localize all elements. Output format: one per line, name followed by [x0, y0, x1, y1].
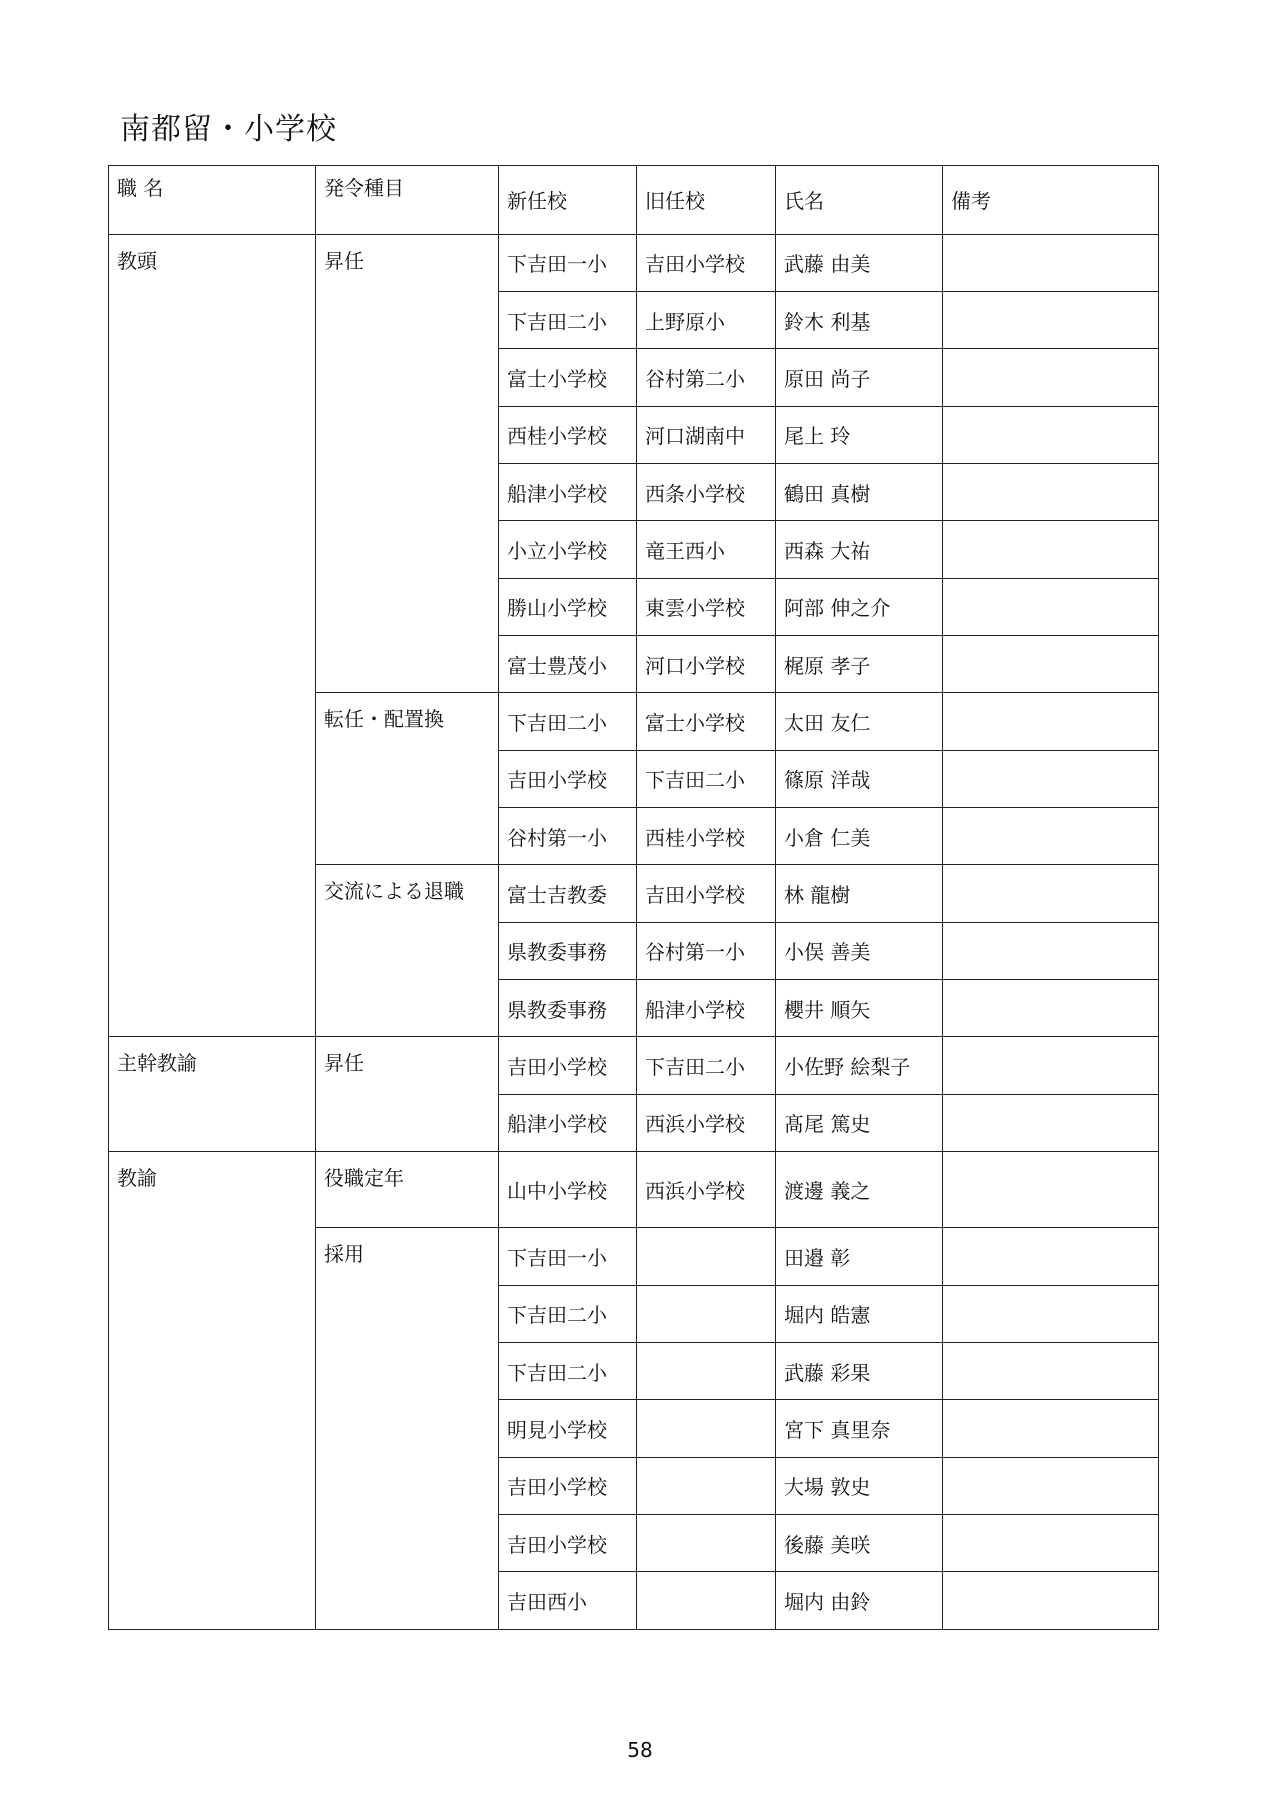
remarks-cell	[943, 1285, 1159, 1342]
remarks-cell	[943, 636, 1159, 693]
position-cell: 主幹教諭	[109, 1037, 316, 1152]
name-cell: 原田 尚子	[776, 349, 943, 406]
new-school-cell: 吉田小学校	[499, 750, 637, 807]
old-school-cell: 西浜小学校	[637, 1152, 776, 1228]
name-cell: 西森 大祐	[776, 521, 943, 578]
old-school-cell: 富士小学校	[637, 693, 776, 750]
old-school-cell: 谷村第一小	[637, 922, 776, 979]
document-title: 南都留・小学校	[120, 112, 337, 147]
new-school-cell: 下吉田二小	[499, 693, 637, 750]
old-school-cell: 西条小学校	[637, 464, 776, 521]
old-school-cell: 船津小学校	[637, 980, 776, 1037]
new-school-cell: 吉田小学校	[499, 1457, 637, 1514]
name-cell: 小倉 仁美	[776, 808, 943, 865]
new-school-cell: 西桂小学校	[499, 406, 637, 463]
new-school-cell: 山中小学校	[499, 1152, 637, 1228]
new-school-cell: 吉田西小	[499, 1572, 637, 1630]
position-cell: 教諭	[109, 1152, 316, 1630]
old-school-cell: 竜王西小	[637, 521, 776, 578]
header-category: 発令種目	[316, 166, 499, 235]
header-old-school: 旧任校	[637, 166, 776, 235]
old-school-cell	[637, 1572, 776, 1630]
old-school-cell	[637, 1285, 776, 1342]
remarks-cell	[943, 521, 1159, 578]
new-school-cell: 富士小学校	[499, 349, 637, 406]
remarks-cell	[943, 464, 1159, 521]
remarks-cell	[943, 1515, 1159, 1572]
new-school-cell: 小立小学校	[499, 521, 637, 578]
name-cell: 後藤 美咲	[776, 1515, 943, 1572]
remarks-cell	[943, 1037, 1159, 1094]
old-school-cell: 東雲小学校	[637, 578, 776, 635]
name-cell: 櫻井 順矢	[776, 980, 943, 1037]
new-school-cell: 富士吉教委	[499, 865, 637, 922]
remarks-cell	[943, 865, 1159, 922]
old-school-cell: 下吉田二小	[637, 750, 776, 807]
old-school-cell	[637, 1228, 776, 1285]
name-cell: 小俣 善美	[776, 922, 943, 979]
name-cell: 田邉 彰	[776, 1228, 943, 1285]
new-school-cell: 吉田小学校	[499, 1037, 637, 1094]
header-name: 氏名	[776, 166, 943, 235]
name-cell: 武藤 彩果	[776, 1343, 943, 1400]
new-school-cell: 下吉田二小	[499, 1285, 637, 1342]
remarks-cell	[943, 1457, 1159, 1514]
page-number: 58	[627, 1738, 653, 1762]
position-cell: 教頭	[109, 234, 316, 1037]
old-school-cell: 上野原小	[637, 292, 776, 349]
new-school-cell: 県教委事務	[499, 980, 637, 1037]
new-school-cell: 勝山小学校	[499, 578, 637, 635]
remarks-cell	[943, 1152, 1159, 1228]
new-school-cell: 谷村第一小	[499, 808, 637, 865]
name-cell: 鈴木 利基	[776, 292, 943, 349]
old-school-cell	[637, 1515, 776, 1572]
new-school-cell: 船津小学校	[499, 1094, 637, 1151]
old-school-cell: 西浜小学校	[637, 1094, 776, 1151]
name-cell: 尾上 玲	[776, 406, 943, 463]
table-header-row	[109, 166, 1159, 235]
name-cell: 武藤 由美	[776, 234, 943, 291]
name-cell: 宮下 真里奈	[776, 1400, 943, 1457]
category-cell: 採用	[316, 1228, 499, 1630]
name-cell: 大場 敦史	[776, 1457, 943, 1514]
name-cell: 篠原 洋哉	[776, 750, 943, 807]
category-cell: 役職定年	[316, 1152, 499, 1228]
old-school-cell: 吉田小学校	[637, 865, 776, 922]
category-cell: 交流による退職	[316, 865, 499, 1037]
old-school-cell: 河口小学校	[637, 636, 776, 693]
remarks-cell	[943, 1228, 1159, 1285]
name-cell: 小佐野 絵梨子	[776, 1037, 943, 1094]
remarks-cell	[943, 922, 1159, 979]
remarks-cell	[943, 578, 1159, 635]
header-new-school: 新任校	[499, 166, 637, 235]
table-row	[109, 1037, 1159, 1094]
old-school-cell: 谷村第二小	[637, 349, 776, 406]
table-row	[109, 1152, 1159, 1228]
remarks-cell	[943, 349, 1159, 406]
name-cell: 髙尾 篤史	[776, 1094, 943, 1151]
remarks-cell	[943, 1400, 1159, 1457]
old-school-cell: 河口湖南中	[637, 406, 776, 463]
remarks-cell	[943, 406, 1159, 463]
category-cell: 昇任	[316, 1037, 499, 1152]
name-cell: 太田 友仁	[776, 693, 943, 750]
name-cell: 堀内 皓憲	[776, 1285, 943, 1342]
name-cell: 梶原 孝子	[776, 636, 943, 693]
header-position: 職 名	[109, 166, 316, 235]
remarks-cell	[943, 1094, 1159, 1151]
category-cell: 転任・配置換	[316, 693, 499, 865]
table-body	[109, 166, 1159, 1630]
new-school-cell: 下吉田二小	[499, 1343, 637, 1400]
new-school-cell: 県教委事務	[499, 922, 637, 979]
header-remarks: 備考	[943, 166, 1159, 235]
remarks-cell	[943, 808, 1159, 865]
remarks-cell	[943, 980, 1159, 1037]
name-cell: 林 龍樹	[776, 865, 943, 922]
remarks-cell	[943, 750, 1159, 807]
new-school-cell: 吉田小学校	[499, 1515, 637, 1572]
old-school-cell: 西桂小学校	[637, 808, 776, 865]
name-cell: 鶴田 真樹	[776, 464, 943, 521]
new-school-cell: 下吉田二小	[499, 292, 637, 349]
personnel-table	[108, 165, 1159, 1630]
remarks-cell	[943, 292, 1159, 349]
old-school-cell: 下吉田二小	[637, 1037, 776, 1094]
new-school-cell: 下吉田一小	[499, 234, 637, 291]
old-school-cell	[637, 1343, 776, 1400]
name-cell: 渡邊 義之	[776, 1152, 943, 1228]
old-school-cell	[637, 1400, 776, 1457]
name-cell: 阿部 伸之介	[776, 578, 943, 635]
old-school-cell	[637, 1457, 776, 1514]
old-school-cell: 吉田小学校	[637, 234, 776, 291]
new-school-cell: 明見小学校	[499, 1400, 637, 1457]
category-cell: 昇任	[316, 234, 499, 693]
remarks-cell	[943, 234, 1159, 291]
new-school-cell: 下吉田一小	[499, 1228, 637, 1285]
new-school-cell: 富士豊茂小	[499, 636, 637, 693]
remarks-cell	[943, 1572, 1159, 1630]
new-school-cell: 船津小学校	[499, 464, 637, 521]
name-cell: 堀内 由鈴	[776, 1572, 943, 1630]
remarks-cell	[943, 693, 1159, 750]
table-row	[109, 234, 1159, 291]
remarks-cell	[943, 1343, 1159, 1400]
